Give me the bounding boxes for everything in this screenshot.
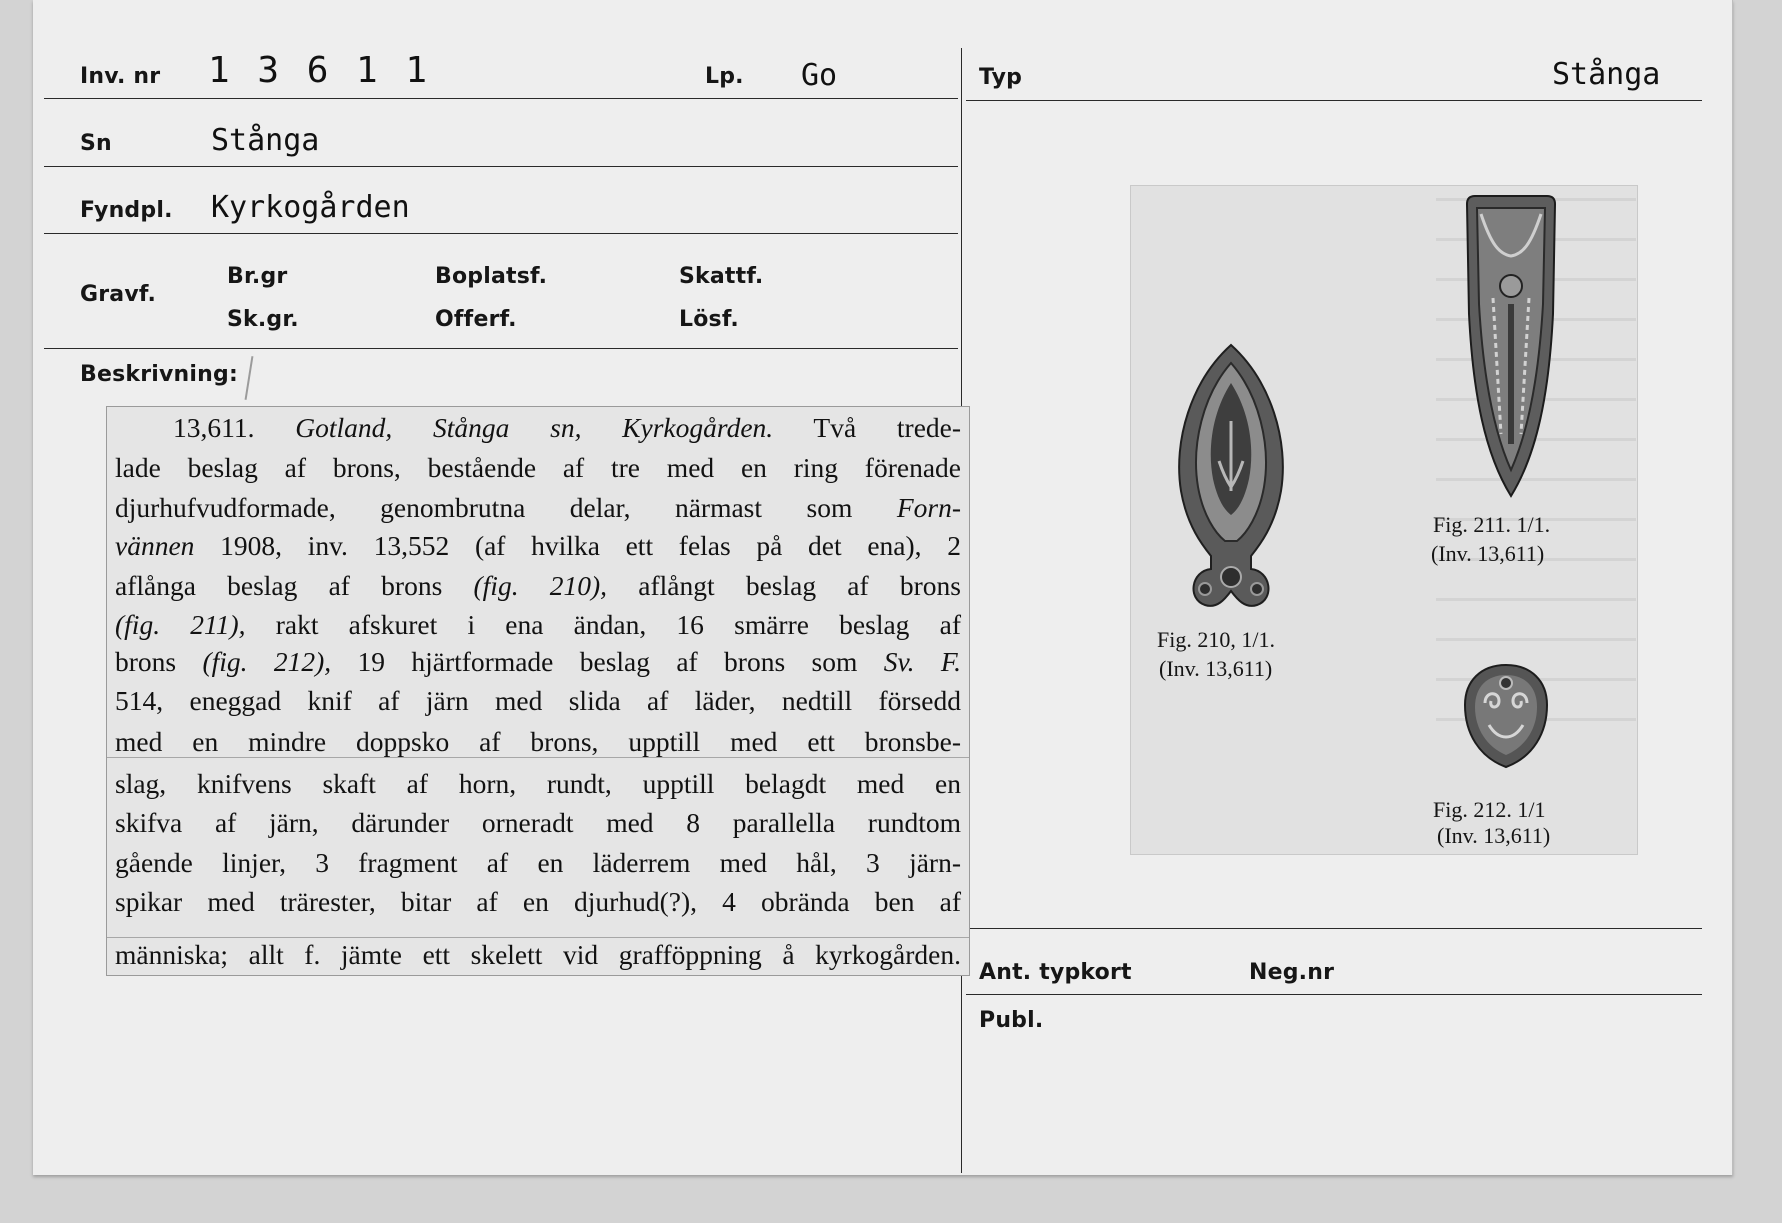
rule-fyndpl (44, 233, 958, 234)
description-line (115, 767, 961, 801)
fragment: lade beslag af brons, bestående af tre med en ring förenade (115, 452, 961, 483)
fragment: 13,611. (173, 412, 296, 443)
publ-label: Publ. (979, 1008, 1044, 1033)
fig211-strap-end-image (1461, 194, 1561, 504)
fig210-inv: (Inv. 13,611) (1159, 656, 1273, 681)
description-line (115, 529, 961, 563)
rule-sn (44, 166, 958, 167)
fyndpl-label: Fyndpl. (80, 198, 173, 223)
fragment: Sv. F. (883, 646, 961, 677)
fragment: brons (115, 646, 203, 677)
pencil-mark (245, 356, 254, 400)
fyndpl-value: Kyrkogården (211, 190, 410, 225)
lp-label: Lp. (705, 64, 744, 89)
description-line (115, 608, 961, 642)
sn-label: Sn (80, 131, 112, 156)
description-line (115, 684, 961, 718)
fragment: gående linjer, 3 fragment af en läderrem med hål, 3 järn- (115, 847, 961, 878)
fragment: skifva af järn, därunder orneradt med 8 parallella rundtom (115, 807, 961, 838)
fragment: 19 hjärtformade beslag af brons som (331, 646, 884, 677)
rule-inv (44, 98, 958, 99)
fig212-heart-mount-image (1461, 661, 1551, 771)
fragment: med en mindre doppsko af brons, upptill med ett bronsbe- (115, 726, 961, 757)
neg-nr-label: Neg.nr (1249, 960, 1335, 985)
fragment: 514, eneggad knif af järn med slida af läder, nedtill försedd (115, 685, 961, 716)
description-line (115, 645, 961, 679)
fragment: aflånga beslag af brons (115, 570, 474, 601)
losf-label: Lösf. (679, 307, 739, 332)
fragment: 1908, inv. 13,552 (af hvilka ett felas på det ena), 2 (194, 530, 961, 561)
typ-value: Stånga (1552, 57, 1661, 92)
beskrivning-label: Beskrivning: (80, 362, 238, 387)
fragment: djurhufvudformade, genombrutna delar, närmast som (115, 492, 897, 523)
offerf-label: Offerf. (435, 307, 517, 332)
description-line (115, 411, 961, 445)
inv-value: 1 3 6 1 1 (208, 50, 431, 91)
figure-plate (1130, 185, 1638, 855)
description-line (115, 725, 961, 759)
fragment: Gotland, Stånga sn, Kyrkogården. (295, 412, 774, 443)
rule-gravf (44, 348, 958, 349)
rule-ant (966, 928, 1702, 929)
skattf-label: Skattf. (679, 264, 764, 289)
brgr-label: Br.gr (227, 264, 288, 289)
fragment: Forn- (896, 492, 961, 523)
show-through-text (1436, 598, 1636, 601)
description-line (115, 491, 961, 525)
description-line (115, 846, 961, 880)
fragment: (fig. 211), (115, 609, 246, 640)
sn-value: Stånga (211, 123, 320, 158)
boplatsf-label: Boplatsf. (435, 264, 548, 289)
description-line (115, 806, 961, 840)
fragment: (fig. 212), (202, 646, 332, 677)
typ-label: Typ (979, 65, 1023, 90)
fig212-inv: (Inv. 13,611) (1437, 823, 1551, 848)
fig211-caption: Fig. 211. 1/1. (1433, 512, 1551, 537)
inv-label: Inv. nr (80, 64, 161, 89)
fig211-inv: (Inv. 13,611) (1431, 541, 1545, 566)
fig210-bronze-mount-image (1171, 341, 1291, 616)
description-line (115, 569, 961, 603)
fragment: Två trede- (773, 412, 962, 443)
description-line (115, 885, 961, 919)
lp-value: Go (801, 58, 838, 93)
catalogue-card (33, 0, 1733, 1175)
fig210-caption: Fig. 210, 1/1. (1157, 627, 1275, 652)
fig212-caption: Fig. 212. 1/1 (1433, 797, 1546, 822)
show-through-text (1436, 638, 1636, 641)
skgr-label: Sk.gr. (227, 307, 299, 332)
fragment: aflångt beslag af brons (607, 570, 961, 601)
description-line (115, 938, 961, 972)
fragment: vännen (115, 530, 195, 561)
fragment: slag, knifvens skaft af horn, rundt, upptill belagdt med en (115, 768, 961, 799)
fragment: (fig. 210), (473, 570, 608, 601)
fragment: människa; allt f. jämte ett skelett vid grafföppning å kyrkogården. (115, 939, 961, 970)
ant-typkort-label: Ant. typkort (979, 960, 1132, 985)
description-line (115, 451, 961, 485)
fragment: spikar med trärester, bitar af en djurhud(?), 4 obrända ben af (115, 886, 961, 917)
rule-typ (966, 100, 1702, 101)
rule-publ (966, 994, 1702, 995)
fragment: rakt afskuret i ena ändan, 16 smärre beslag af (245, 609, 961, 640)
gravf-label: Gravf. (80, 282, 157, 307)
